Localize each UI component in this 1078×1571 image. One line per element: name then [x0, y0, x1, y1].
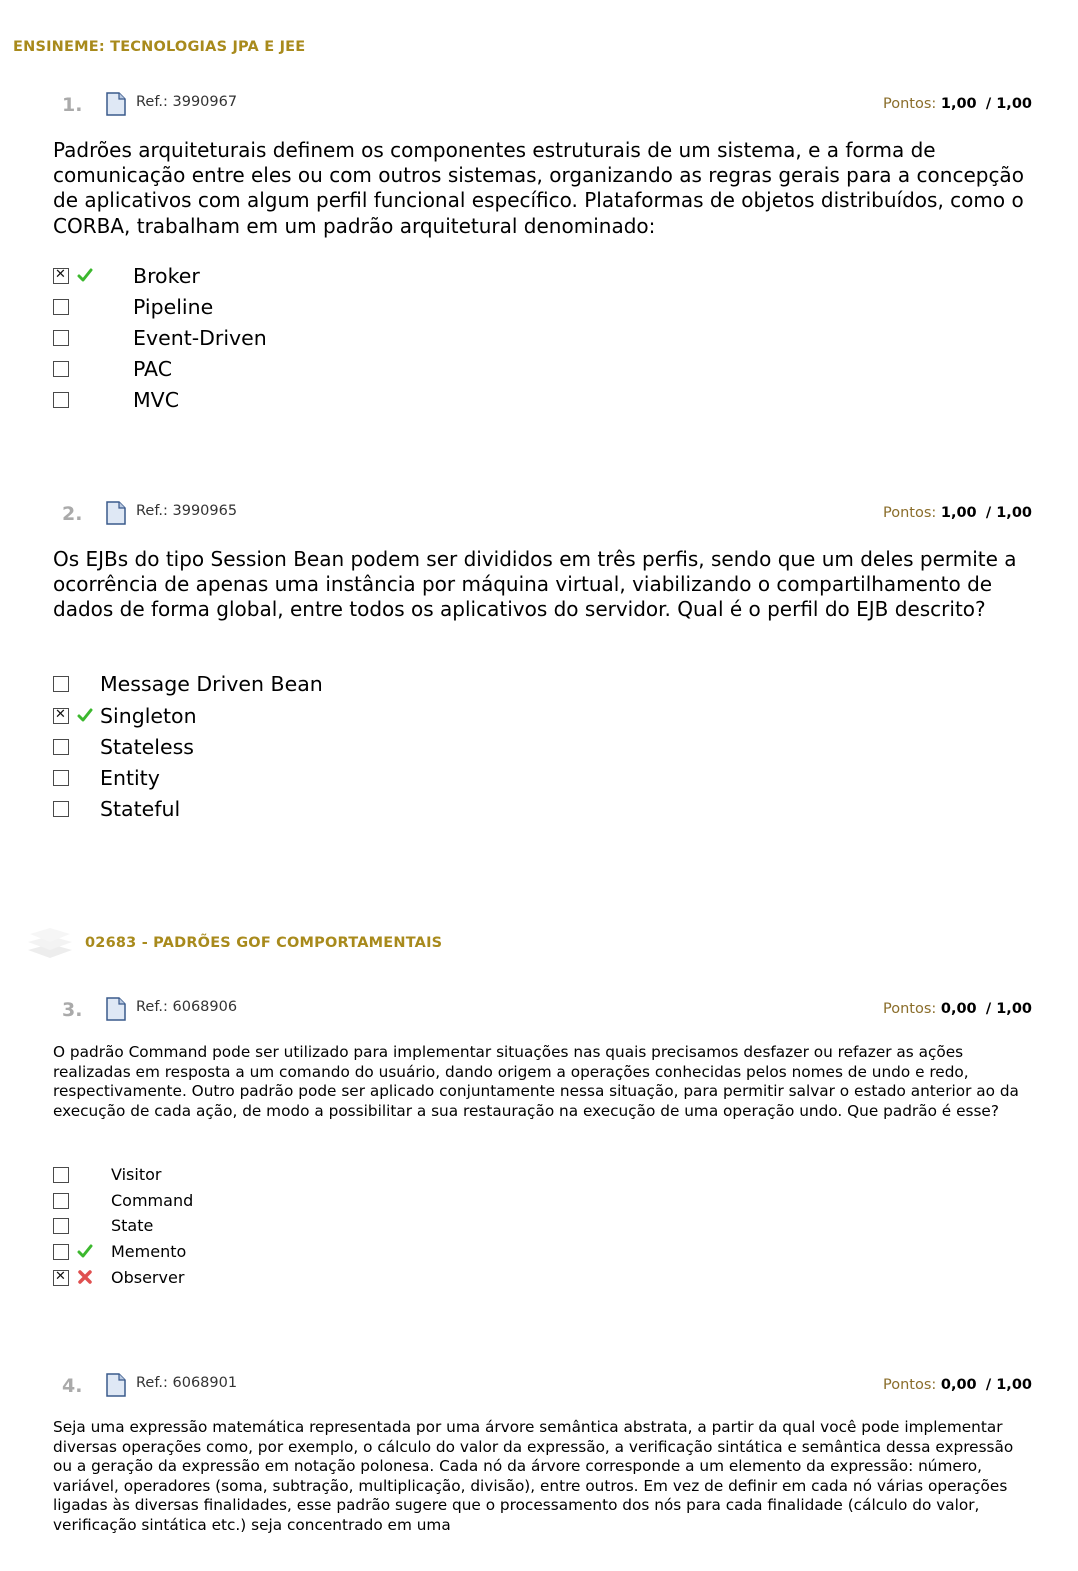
option-mvc[interactable]: [53, 388, 753, 416]
option-label: PAC: [133, 357, 173, 381]
option-checkbox[interactable]: [53, 299, 69, 315]
option-visitor[interactable]: [53, 1167, 753, 1191]
option-label: Message Driven Bean: [100, 672, 323, 696]
question-points: Pontos: 0,00 / 1,00: [882, 1001, 1032, 1017]
option-checkbox[interactable]: [53, 1218, 69, 1234]
option-checkbox[interactable]: [53, 676, 69, 692]
question-ref: Ref.: 6068906: [136, 999, 238, 1015]
option-checkbox[interactable]: [53, 770, 69, 786]
document-icon: [106, 1373, 126, 1397]
option-label: Singleton: [100, 704, 197, 728]
option-label: MVC: [133, 388, 180, 412]
option-broker[interactable]: [53, 264, 753, 292]
question-number: 4.: [62, 1375, 83, 1397]
option-singleton[interactable]: [53, 704, 753, 732]
option-checkbox[interactable]: [53, 392, 69, 408]
question-number: 1.: [62, 94, 83, 116]
section-title-gof: 02683 - PADRÕES GOF COMPORTAMENTAIS: [85, 935, 443, 951]
question-ref: Ref.: 6068901: [136, 1375, 238, 1391]
option-event-driven[interactable]: [53, 326, 753, 354]
document-icon: [106, 92, 126, 116]
option-pipeline[interactable]: [53, 295, 753, 323]
option-checkbox[interactable]: [53, 1244, 69, 1260]
option-stateless[interactable]: [53, 735, 753, 763]
option-label: Event-Driven: [133, 326, 267, 350]
option-label: Entity: [100, 766, 160, 790]
question-ref: Ref.: 3990967: [136, 94, 238, 110]
question-number: 2.: [62, 503, 83, 525]
option-label: Visitor: [111, 1165, 162, 1184]
option-checkbox[interactable]: [53, 801, 69, 817]
cross-icon: [77, 1269, 93, 1285]
option-memento[interactable]: [53, 1244, 753, 1268]
option-label: Broker: [133, 264, 200, 288]
option-command[interactable]: [53, 1193, 753, 1217]
question-ref: Ref.: 3990965: [136, 503, 238, 519]
option-state[interactable]: [53, 1218, 753, 1242]
option-checkbox[interactable]: [53, 330, 69, 346]
option-checkbox[interactable]: [53, 739, 69, 755]
books-icon: [24, 924, 76, 960]
check-icon: [77, 267, 93, 283]
option-label: Stateless: [100, 735, 194, 759]
question-2-header: [62, 501, 1032, 529]
option-entity[interactable]: [53, 766, 753, 794]
option-label: Stateful: [100, 797, 181, 821]
option-pac[interactable]: [53, 357, 753, 385]
question-points: Pontos: 1,00 / 1,00: [882, 505, 1032, 521]
option-observer[interactable]: [53, 1270, 753, 1294]
question-3-header: [62, 997, 1032, 1025]
document-icon: [106, 501, 126, 525]
option-checkbox[interactable]: [53, 1167, 69, 1183]
option-checkbox[interactable]: [53, 361, 69, 377]
option-label: State: [111, 1216, 154, 1235]
option-label: Memento: [111, 1242, 187, 1261]
check-icon: [77, 707, 93, 723]
option-label: Observer: [111, 1268, 185, 1287]
option-checkbox[interactable]: [53, 268, 69, 284]
question-4-header: [62, 1373, 1032, 1401]
section-title-jpa-jee: ENSINEME: TECNOLOGIAS JPA E JEE: [13, 39, 306, 55]
question-points: Pontos: 0,00 / 1,00: [882, 1377, 1032, 1393]
option-message-driven-bean[interactable]: [53, 672, 753, 700]
question-points: Pontos: 1,00 / 1,00: [882, 96, 1032, 112]
question-1-text: Padrões arquiteturais definem os componentes estruturais de um sistema, e a forma de comunicação entre eles ou com outros sistemas, organizando as regras gerais para a concepção de aplicativos com algum perfil funcional específico. Plataformas de objetos distribuídos, como o CORBA, trabalham em um padrão arquitetural denominado:: [53, 138, 1024, 238]
document-icon: [106, 997, 126, 1021]
option-label: Command: [111, 1191, 194, 1210]
question-number: 3.: [62, 999, 83, 1021]
question-1-header: [62, 92, 1032, 120]
option-checkbox[interactable]: [53, 1193, 69, 1209]
question-2-text: Os EJBs do tipo Session Bean podem ser divididos em três perfis, sendo que um deles permite a ocorrência de apenas uma instância por máquina virtual, viabilizando o compartilhamento de dados de forma global, entre todos os aplicativos do servidor. Qual é o perfil do EJB descrito?: [53, 547, 1017, 622]
option-checkbox[interactable]: [53, 708, 69, 724]
option-checkbox[interactable]: [53, 1270, 69, 1286]
option-label: Pipeline: [133, 295, 214, 319]
question-3-text: O padrão Command pode ser utilizado para implementar situações nas quais precisamos desfazer ou refazer as ações realizadas em resposta a um comando do usuário, dando origem a operações conhecidas pelos nomes de undo e redo, respectivamente. Outro padrão pode ser aplicado conjuntamente nessa situação, para permitir salvar o estado anterior ao da execução de cada ação, de modo a possibilitar a sua restauração na execução de uma operação undo. Que padrão é esse?: [53, 1043, 1019, 1120]
check-icon: [77, 1243, 93, 1259]
question-4-text: Seja uma expressão matemática representada por uma árvore semântica abstrata, a partir da qual você pode implementar diversas operações como, por exemplo, o cálculo do valor da expressão, a verificação sintática e semântica dessa expressão ou a geração da expressão em notação polonesa. Cada nó da árvore corresponde a um elemento da expressão: número, variável, operadores (soma, subtração, multiplicação, divisão), entre outros. Em vez de definir em cada nó várias operações ligadas às diversas finalidades, esse padrão sugere que o processamento dos nós para cada finalidade (cálculo do valor, verificação sintática etc.) seja concentrado em uma: [53, 1418, 1014, 1534]
option-stateful[interactable]: [53, 797, 753, 825]
